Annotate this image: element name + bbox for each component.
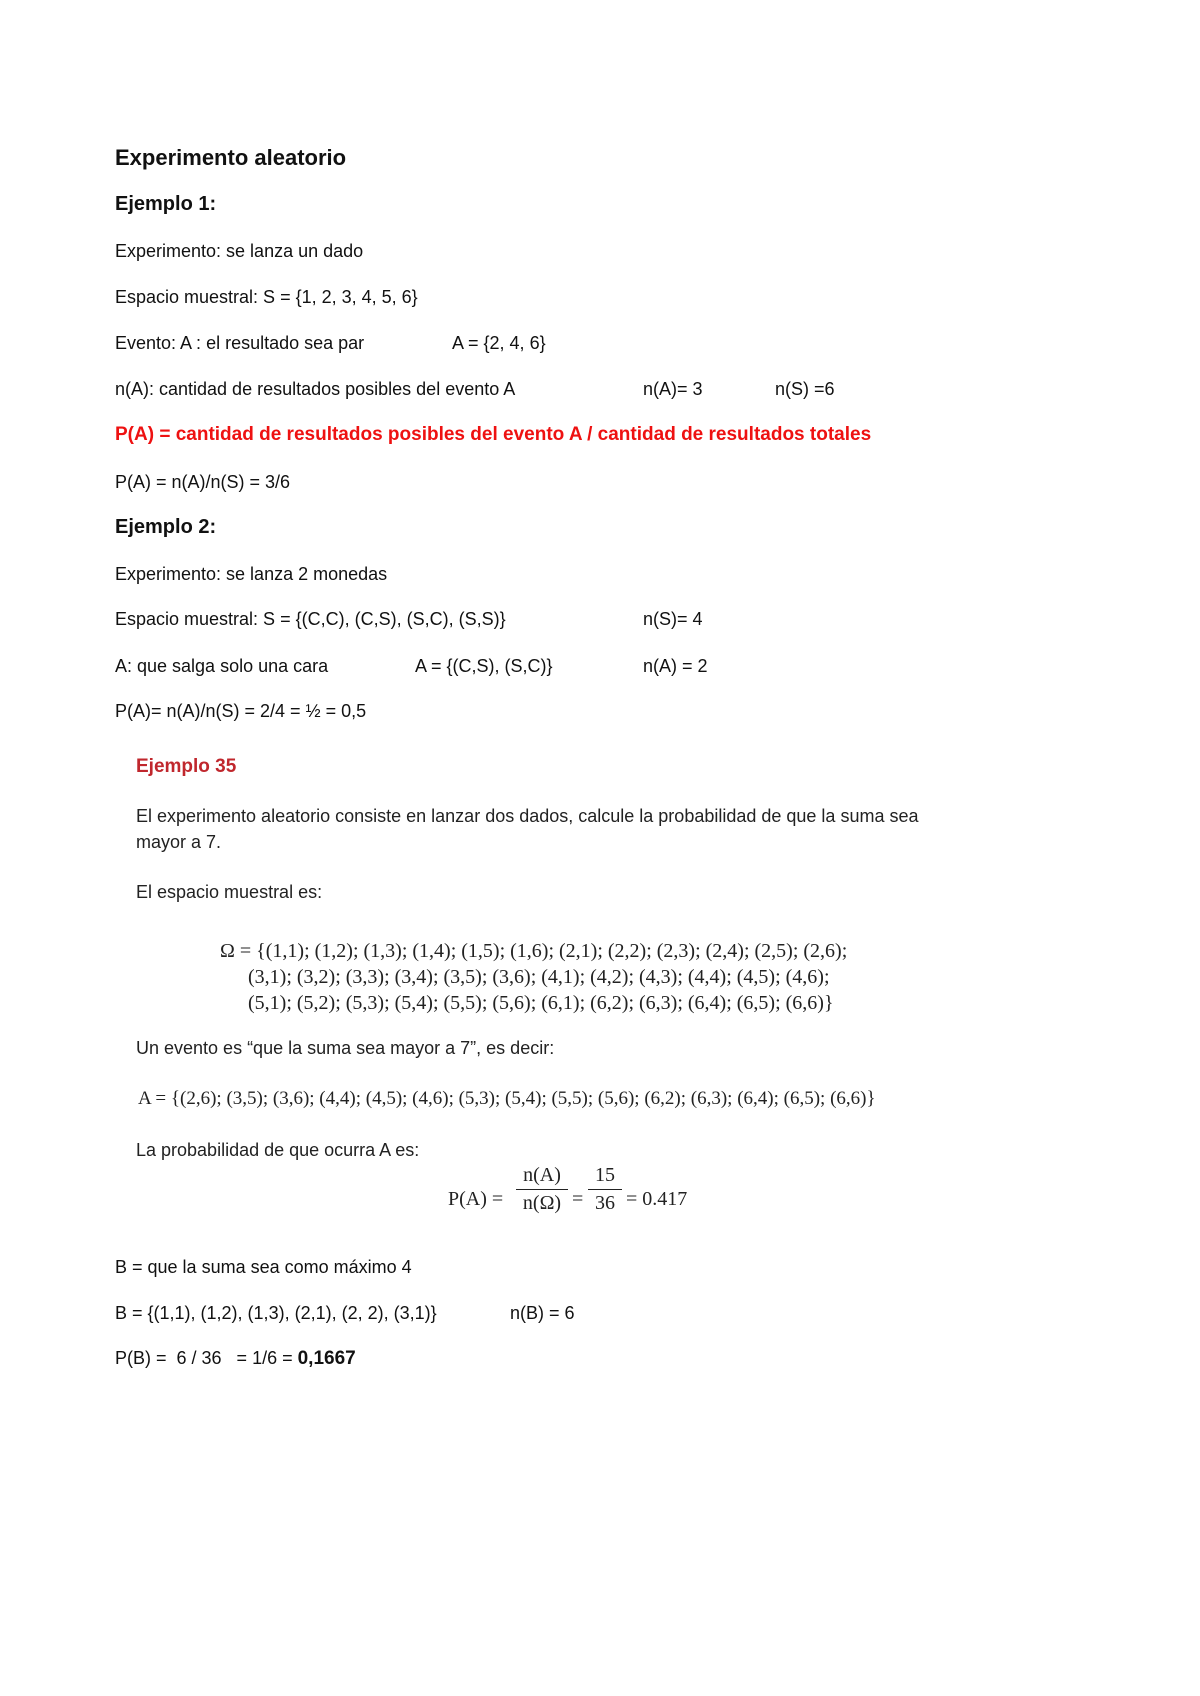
fraction-denominator-nOmega: n(Ω) xyxy=(522,1192,562,1214)
example2-probability: P(A)= n(A)/n(S) = 2/4 = ½ = 0,5 xyxy=(115,701,367,721)
example2-heading: Ejemplo 2: xyxy=(115,516,217,538)
example1-heading: Ejemplo 1: xyxy=(115,193,217,215)
exampleB-probability-value: 0,1667 xyxy=(297,1348,356,1369)
example1-nA-value: n(A)= 3 xyxy=(643,379,703,399)
excerpt-statement-line1: El experimento aleatorio consiste en lanzar dos dados, calcule la probabilidad de que la suma sea xyxy=(136,806,919,826)
example2-nA-value: n(A) = 2 xyxy=(643,656,708,676)
textbook-excerpt xyxy=(130,752,1030,1222)
probability-result: = 0.417 xyxy=(626,1188,688,1210)
example1-experiment: Experimento: se lanza un dado xyxy=(115,241,364,261)
example2-nS-value: n(S)= 4 xyxy=(643,609,703,629)
example2-event-label: A: que salga solo una cara xyxy=(115,656,329,676)
example2-sample-space: Espacio muestral: S = {(C,C), (C,S), (S,C), (S,S)} xyxy=(115,609,506,629)
excerpt-statement-line2: mayor a 7. xyxy=(136,832,222,852)
excerpt-event-set: A = {(2,6); (3,5); (3,6); (4,4); (4,5); (4,6); (5,3); (5,4); (5,5); (5,6); (6,2); (6,3); (6,4); (6,5); (6,6)} xyxy=(138,1088,876,1109)
probability-formula-definition: P(A) = cantidad de resultados posibles del evento A / cantidad de resultados totales xyxy=(115,424,872,445)
example1-event-label: Evento: A : el resultado sea par xyxy=(115,333,365,353)
page-title: Experimento aleatorio xyxy=(115,145,347,170)
excerpt-heading: Ejemplo 35 xyxy=(136,756,237,777)
exampleB-nB-value: n(B) = 6 xyxy=(510,1303,575,1323)
omega-line-3: (5,1); (5,2); (5,3); (5,4); (5,5); (5,6); (6,1); (6,2); (6,3); (6,4); (6,5); (6,6)} xyxy=(248,992,834,1014)
fraction-numerator-15: 15 xyxy=(588,1164,622,1190)
equals-sign: = xyxy=(572,1188,584,1210)
fraction-15-over-36 xyxy=(588,1164,622,1215)
fraction-denominator-36: 36 xyxy=(595,1192,615,1214)
example2-event-set: A = {(C,S), (S,C)} xyxy=(415,656,553,676)
example1-nA-description: n(A): cantidad de resultados posibles del evento A xyxy=(115,379,516,399)
example2-experiment: Experimento: se lanza 2 monedas xyxy=(115,564,388,584)
example1-probability: P(A) = n(A)/n(S) = 3/6 xyxy=(115,472,291,492)
probability-lhs: P(A) = xyxy=(448,1188,504,1210)
exampleB-probability-prefix: P(B) = 6 / 36 = 1/6 = xyxy=(115,1348,298,1368)
omega-line-2: (3,1); (3,2); (3,3); (3,4); (3,5); (3,6); (4,1); (4,2); (4,3); (4,4); (4,5); (4,6); xyxy=(248,966,830,988)
exampleB-set: B = {(1,1), (1,2), (1,3), (2,1), (2, 2), (3,1)} xyxy=(115,1303,437,1323)
fraction-nA-over-nOmega xyxy=(516,1164,568,1215)
omega-line-1: Ω = {(1,1); (1,2); (1,3); (1,4); (1,5); (1,6); (2,1); (2,2); (2,3); (2,4); (2,5); (2,6); xyxy=(220,940,848,962)
excerpt-probability-intro: La probabilidad de que ocurra A es: xyxy=(136,1140,420,1160)
fraction-numerator-nA: n(A) xyxy=(516,1164,568,1190)
excerpt-sample-intro: El espacio muestral es: xyxy=(136,882,323,902)
exampleB-probability xyxy=(115,1348,356,1370)
excerpt-event-intro: Un evento es “que la suma sea mayor a 7”, es decir: xyxy=(136,1038,555,1058)
example1-nS-value: n(S) =6 xyxy=(775,379,835,399)
example1-sample-space: Espacio muestral: S = {1, 2, 3, 4, 5, 6} xyxy=(115,287,418,307)
exampleB-definition: B = que la suma sea como máximo 4 xyxy=(115,1257,412,1277)
example1-event-set: A = {2, 4, 6} xyxy=(452,333,546,353)
